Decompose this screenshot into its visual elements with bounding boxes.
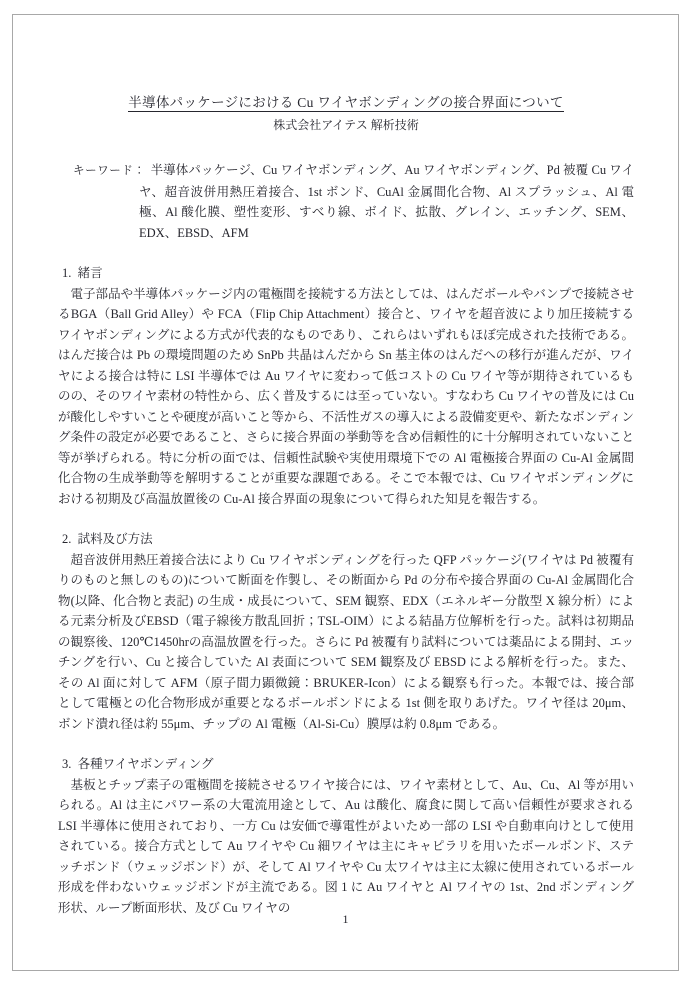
document-page bbox=[12, 14, 679, 971]
section-introduction bbox=[58, 263, 634, 509]
author-affiliation: 株式会社アイテス 解析技術 bbox=[273, 118, 419, 132]
page-content bbox=[58, 15, 634, 918]
keywords-label: キーワード： bbox=[73, 165, 146, 177]
keywords-block bbox=[73, 160, 634, 243]
section-heading: 2. 試料及び方法 bbox=[62, 532, 153, 546]
section-paragraph: 超音波併用熱圧着接合法により Cu ワイヤボンディングを行った QFP パッケージ(ワイヤは Pd 被覆有りのものと無しのもの)について断面を作製し、その断面から Pd の分布や接合界面の Cu-Al 金属間化合物(以降、化合物と表記) の生成・成長について、SEM 観察、EDX（エネルギー分散型 X 線分析）による元素分析及びEBSD（電子線後方散乱回折；TSL-OIM）による結晶方位解析を行った。試料は初期品の観察後、120℃1450hrの高温放置を行った。さらに Pd 被覆有り試料については薬品による開封、エッチングを行い、Cu と接合していた Al 表面について SEM 観察及び EBSD による解析を行った。また、その Al 面に対して AFM（原子間力顕微鏡：BRUKER-Icon）による観察も行った。本報では、接合部として電極との化合物形成が重要となるボールボンドによる 1st 側を取りあげた。ワイヤ径は 20μm、ボンド潰れ径は約 55μm、チップの Al 電極（Al-Si-Cu）膜厚は約 0.8μm である。 bbox=[58, 552, 634, 731]
page-title-text: 半導体パッケージにおける Cu ワイヤボンディングの接合界面について bbox=[128, 95, 564, 110]
section-samples-and-methods bbox=[58, 529, 634, 734]
keywords-text: 半導体パッケージ、Cu ワイヤボンディング、Au ワイヤボンディング、Pd 被覆 Cu ワイヤ、超音波併用熱圧着接合、1st ボンド、CuAl 金属間化合物、Al スプラッシュ、Al 電極、Al 酸化膜、塑性変形、すべり線、ボイド、拡散、グレイン、エッチング、SEM、EDX、EBSD、AFM bbox=[139, 163, 635, 240]
section-heading: 3. 各種ワイヤボンディング bbox=[62, 757, 214, 771]
page-title bbox=[58, 95, 634, 111]
section-paragraph: 基板とチップ素子の電極間を接続させるワイヤ接合には、ワイヤ素材として、Au、Cu、Al 等が用いられる。Al は主にパワー系の大電流用途として、Au は酸化、腐食に関して高い信頼性が要求される LSI 半導体に使用されており、一方 Cu は安価で導電性がよいため一部の LSI や自動車向けとして使用されている。接合方式として Au ワイヤや Cu 細ワイヤは主にキャピラリを用いたボールボンド、ステッチボンド（ウェッジボンド）が、そして Al ワイヤや Cu 太ワイヤは主に太線に使用されているボール形成を伴わないウェッジボンドが主流である。図 1 に Au ワイヤと Al ワイヤの 1st、2nd ボンディング形状、ループ断面形状、及び Cu ワイヤの bbox=[58, 777, 634, 915]
page-number: 1 bbox=[342, 912, 349, 926]
section-paragraph: 電子部品や半導体パッケージ内の電極間を接続する方法としては、はんだボールやバンプで接続させるBGA（Ball Grid Alley）や FCA（Flip Chip Attachment）接合と、ワイヤを超音波により加圧接続するワイヤボンディングによる方式が代表的なものであり、これらはいずれもほぼ完成された技術である。はんだ接合は Pb の環境問題のため SnPb 共晶はんだから Sn 基主体のはんだへの移行が進んだが、ワイヤによる接合は特に LSI 半導体では Au ワイヤに変わって低コストの Cu ワイヤ等が期待されているものの、そのワイヤ素材の特性から、広く普及するには至っていない。すなわち Cu ワイヤの普及には Cu が酸化しやすいことや硬度が高いこと等から、不活性ガスの導入による設備変更や、新たなボンディング条件の設定が必要であること、さらに接合界面の挙動等を含め信頼性的に十分解明されていないこと等が挙げられる。特に分析の面では、信頼性試験や実使用環境下での Al 電極接合界面の Cu-Al 金属間化合物の生成挙動等を解明することが重要な課題である。そこで本報では、Cu ワイヤボンディングにおける初期及び高温放置後の Cu-Al 接合界面の現象について得られた知見を報告する。 bbox=[58, 286, 634, 506]
section-wire-bonding-types bbox=[58, 754, 634, 918]
section-heading: 1. 緒言 bbox=[62, 266, 103, 280]
